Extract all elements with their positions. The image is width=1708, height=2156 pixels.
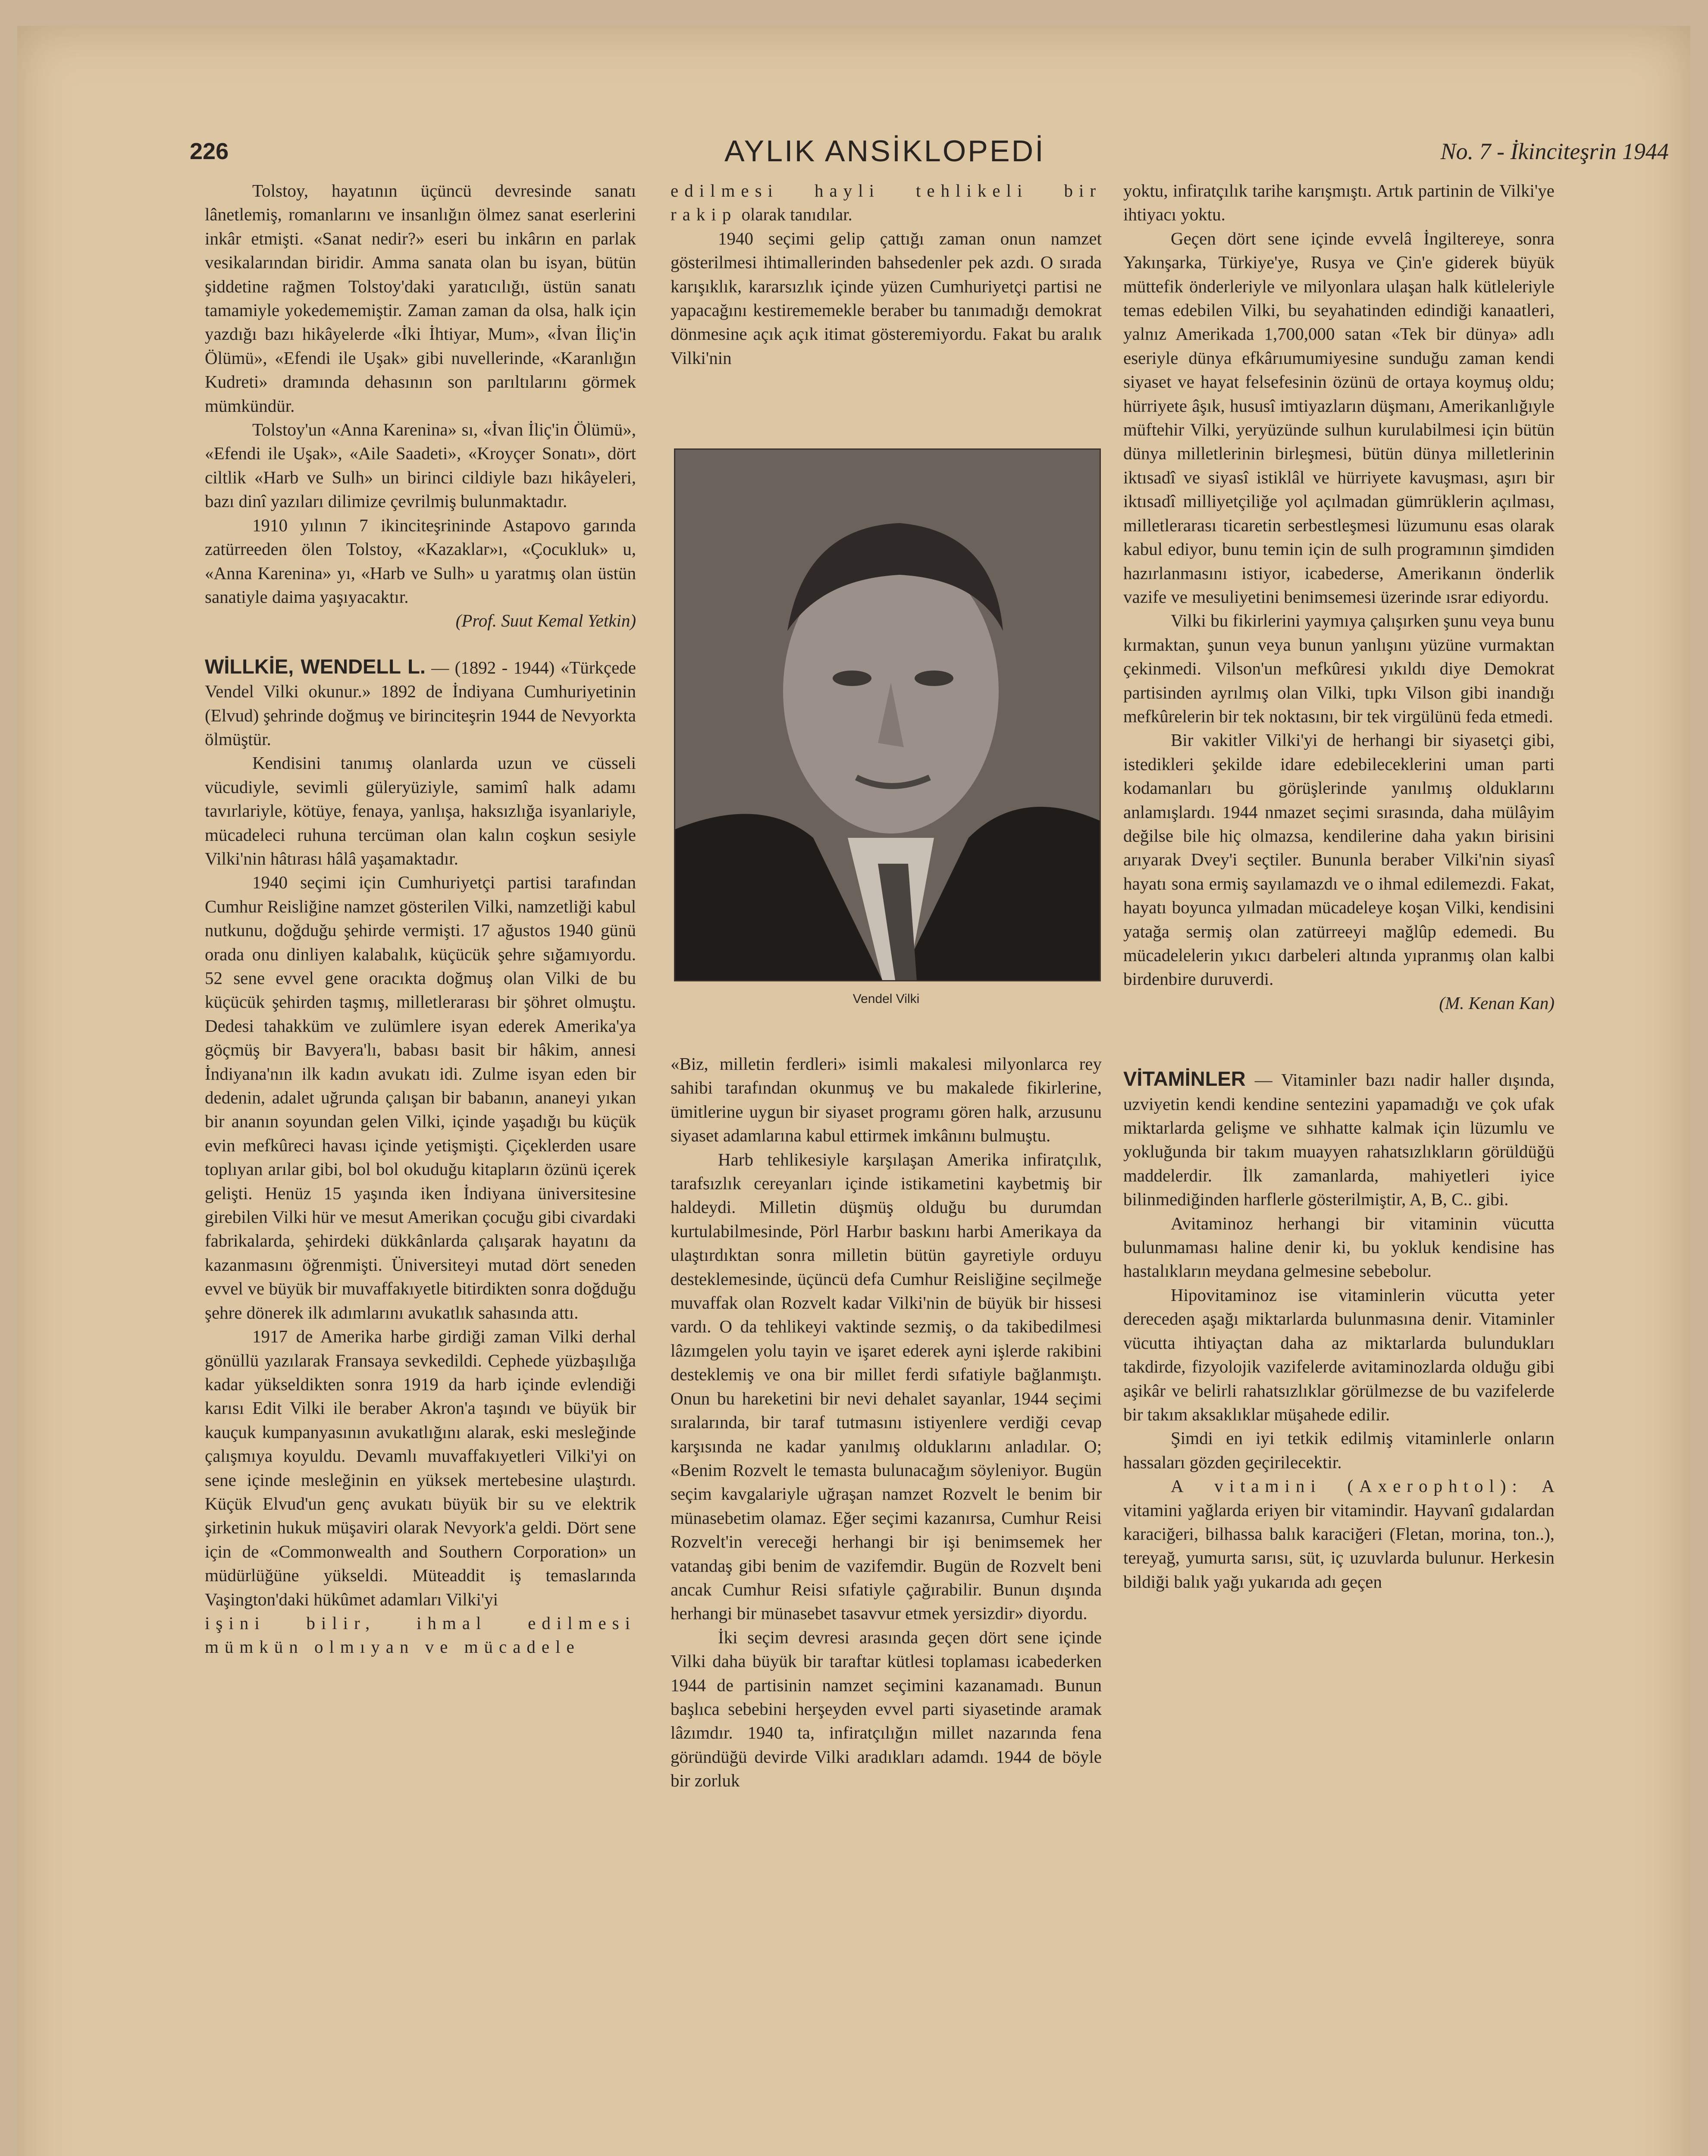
portrait-illustration (675, 450, 1100, 980)
spacer (205, 633, 636, 655)
entry-intro: — (1892 - 1944) «Türkçede Vendel Vilki okunur.» 1892 de İndiyana Cumhuriyetinin (Elvud) şehrinde doğmuş ve birinciteşrin 1944 de Nevyorkta ölmüştür. (205, 657, 636, 749)
paragraph: Bir vakitler Vilki'yi de herhangi bir siyasetçi gibi, istedikleri şekilde idare edebileceklerini uman parti kodamanları bu görüşlerinde yanılmış olduklarını anlamışlardı. 1944 nmazet seçimi sırasında, daha mülâyim değilse bile hiç olmazsa, kendilerine daha yakın birisini arıyarak Dvey'i seçtiler. Bununla beraber Vilki'nin siyasî hayatı sona ermiş sayılamazdı ve o ihmal edilemezdi. Fakat, hayatı boyunca yılmadan mücadeleye koşan Vilki, kendisini yatağa sermiş olan zatürreeyi mağlûp edemedi. Bu mücadelelerin yıkıcı darbeleri altında yıpranmış olan kalbi birdenbire duruverdi. (1123, 730, 1554, 989)
subheading: A vitamini (Axerophtol): (1171, 1476, 1523, 1496)
author-signature: (Prof. Suut Kemal Yetkin) (455, 611, 636, 631)
spaced-text: işini bilir, ihmal edilmesi mümkün olmıyan ve mücadele (205, 1613, 636, 1657)
page-number: 226 (190, 138, 229, 164)
paragraph: «Biz, milletin ferdleri» isimli makalesi milyonlarca rey sahibi tarafından okunmuş ve bu makalede fikirlerine, ümitlerine uygun bir siyaset programı gören halk, arzusunu siyaset adamlarına kabul ettirmek imkânını bulmuştu. (671, 1054, 1102, 1146)
page-header (181, 129, 1677, 168)
entry-title: WİLLKİE, WENDELL L. (205, 655, 426, 678)
column-2-lower (671, 1052, 1102, 1793)
portrait-figure (671, 431, 1102, 1018)
paragraph: Harb tehlikesiyle karşılaşan Amerika infiratçılık, tarafsızlık cereyanları içinde istikametini kaybetmiş bir haldeydi. Milletin düşmüş olduğu bu durumdan kurtulabilmesinde, Pörl Harbır baskını harbi Amerikaya da ulaştırdıktan sonra milletin bütün gayretiyle orduyu desteklemesinde, üçüncü defa Cumhur Reisliğine seçilmeğe muvaffak olan Rozvelt kadar Vilki'nin de büyük bir hissesi vardı. O da tehlikeyi vaktinde sezmiş, o da takibedilmesi lâzımgelen yolu tayin ve işaret ederek ayni işlerde rakibini desteklemiş ve ona bir millet ferdi sıfatiyle bağlanmıştı. Onun bu hareketini bir nevi dehalet sayanlar, 1944 seçimi sıralarında, bir taraf tutmasını istiyenlere verdiği cevap karşısında ne kadar yanılmış olduklarını anladılar. O; «Benim Rozvelt le temasta bulunacağım söyleniyor. Bugün seçim kavgalariyle uğraşan namzet Rozvelt le benim bir münasebetim olamaz. Eğer seçimi kazanırsa, Cumhur Reisi Rozvelt'in vereceği herhangi bir işi benimsemek her vatandaş gibi benim de vazifemdir. Bugün de Rozvelt beni ancak Cumhur Reisi sıfatiyle çağırabilir. Bunun dışında herhangi bir münasebet tasavvur etmek yersizdir» diyordu. (671, 1149, 1102, 1623)
column-2 (671, 179, 1102, 370)
entry-willkie (205, 655, 636, 752)
spacer (1123, 1015, 1554, 1067)
portrait-photo (674, 448, 1101, 981)
entry-vitaminler (1123, 1067, 1554, 1211)
vitamin-a-paragraph (1123, 1474, 1554, 1594)
entry-intro: — Vitaminler bazı nadir haller dışında, uzviyetin kendi kendine sentezini yapamadığı ve çok ufak miktarlarda gelişme ve sıhhatte kalmak için lüzumlu ve yokluğunda bir takım muayyen rahatsızlıkların görüldüğü maddelerdir. İlk zamanlarda, mahiyetleri iyice bilinmediğinden harflerle gösterilmiştir, A, B, C.. gibi. (1123, 1070, 1554, 1210)
paragraph: İki seçim devresi arasında geçen dört sene içinde Vilki daha büyük bir taraftar kütlesi toplaması icabederken 1944 de partisinin namzet seçimini kazanamadı. Bunun başlıca sebebini herşeyden evvel parti siyasetinde aramak lâzımdır. 1940 ta, infiratçılığın millet nazarında fena göründüğü devirde Vilki aradıkları adamdı. 1944 de böyle bir zorluk (671, 1627, 1102, 1791)
photo-caption: Vendel Vilki (852, 992, 920, 1006)
paragraph: 1940 seçimi gelip çattığı zaman onun namzet gösterilmesi ihtimallerinden bahsedenler pek azdı. O sırada karışıklık, kararsızlık içinde yüzen Cumhuriyetçi partisi ne yapacağını kestirememekle beraber bu tanımadığı demokrat dönmesine açık açık itimat gösteremiyordu. Fakat bu aralık Vilki'nin (671, 228, 1102, 368)
paragraph: Tolstoy, hayatının üçüncü devresinde sanatı lânetlemiş, romanlarını ve insanlığın ölmez sanat eserlerini inkâr etmişti. «Sanat nedir?» eseri bu inkârın en parlak vesikalarından biridir. Amma sanata olan bu isyan, bütün şiddetine rağmen Tolstoy'daki yaratıcılığı, üstün sanatı tamamiyle yokedememiştir. Zaman zaman da olsa, halk için yazdığı bazı hikâyelerde «İki İhtiyar, Mum», «İvan İliç'in Ölümü», «Efendi ile Uşak» gibi nuvellerinde, «Karanlığın Kudreti» dramında dehasının son parıltılarını görmek mümkündür. (205, 181, 636, 416)
paragraph: Şimdi en iyi tetkik edilmiş vitaminlerle onların hassaları gözden geçirilecektir. (1123, 1428, 1554, 1472)
column-1 (205, 179, 636, 1659)
paragraph: Avitaminoz herhangi bir vitaminin vücutta bulunmaması haline denir ki, bu yokluk kendisine has hastalıkların meydana gelmesine sebebolur. (1123, 1213, 1554, 1281)
paragraph: Vilki bu fikirlerini yaymıya çalışırken şunu veya bunu kırmaktan, şunun veya bunun yanlışını yüzüne vurmaktan çekinmedi. Vilson'un mefkûresi yıkıldı diye Demokrat partisinden ayrılmış olan Vilki, tıpkı Vilson gibi inandığı mefkûrelerin bir tek noktasını, bir tek virgülünü feda etmedi. (1123, 611, 1554, 726)
author-signature: (M. Kenan Kan) (1439, 993, 1554, 1013)
spaced-text: edilmesi hayli tehlikeli bir rakip (671, 181, 1102, 225)
paragraph: Hipovitaminoz ise vitaminlerin vücutta yeter dereceden aşağı miktarlarda bulunmasına denir. Vitaminler vücutta ihtiyaçtan daha az miktarlarda bulundukları takdirde, fizyolojik vazifelerde avitaminozlarda olduğu gibi aşikâr ve belirli rahatsızlıklar görülmezse de bu vazifelerde bir takım aksaklıklar müşahede edilir. (1123, 1285, 1554, 1424)
continued-paragraph (671, 179, 1102, 227)
paragraph-rest: olarak tanıdılar. (737, 204, 852, 225)
paragraph: Kendisini tanımış olanlarda uzun ve cüsseli vücudiyle, sevimli güleryüziyle, samimî halk adamı tavırlariyle, kötüye, fenaya, yanlışa, haksızlığa isyanlariyle, mücadeleci ruhuna tercüman olan kalın coşkun sesiyle Vilki'nin hâtırası hâlâ yaşamaktadır. (205, 753, 636, 868)
paragraph-rest: A vitamini yağlarda eriyen bir vitamindir. Hayvanî gıdalardan karaciğeri, bilhassa balık karaciğeri (Fletan, morina, ton..), tereyağ, yumurta sarısı, süt, iç uzuvlarda bulunur. Herkesin bildiği balık yağı yukarıda adı geçen (1123, 1476, 1554, 1592)
column-3 (1123, 179, 1554, 1594)
entry-title: VİTAMİNLER (1123, 1067, 1246, 1091)
paragraph: Geçen dört sene içinde evvelâ İngiltereye, sonra Yakınşarka, Türkiye'ye, Rusya ve Çin'e giderek büyük müttefik önderleriyle ve milyonlara ulaşan halk kütleleriyle temas edebilen Vilki, bu seyahatinden edindiği kanaatleri, yalnız Amerikada 1,700,000 satan «Tek bir dünya» adlı eseriyle dünya efkârıumumiyesine sunduğu zaman kendi siyaset ve hayat felsefesinin özünü de ortaya koymuş oldu; hürriyete âşık, hususî imtiyazların düşmanı, Amerikanlığıyle müftehir Vilki, yeryüzünde sulhun kurulabilmesi için bütün dünya milletlerinin birleşmesi, bütün dünya milletlerinin iktısadî ve siyasî istiklâl ve hürriyete kavuşması, aşırı bir iktısadî milliyetçiliğe yol açılmadan gümrüklerin açılması, milletlerarası ticaretin serbestleşmesi lüzumunu esas olarak kabul ediyor, bunu temin için de sulh programının şimdiden hazırlanmasını istiyor, icabederse, Amerikanın önderlik vazife ve mesuliyetini benimsemesi üzerinde ısrar ediyordu. (1123, 228, 1554, 607)
paragraph: 1917 de Amerika harbe girdiği zaman Vilki derhal gönüllü yazılarak Fransaya sevkedildi. Cephede yüzbaşılığa kadar yükseldikten sonra 1919 da harb içinde evlendiği karısı Edit Vilki ile beraber Akron'a taşındı ve büyük bir kauçuk kumpanyasının avukatlığını alarak, eski mesleğinde çalışmıya koyuldu. Devamlı muvaffakıyetleri Vilki'yi on sene içinde mesleğinin en yüksek mertebesine ulaştırdı. Küçük Elvud'un genç avukatı büyük bir su ve elektrik şirketinin hukuk müşaviri olarak Nevyork'a geldi. Dört sene için de «Commonwealth and Southern Corporation» un müdürlüğüne yükseldi. Müteaddit iş temaslarında Vaşington'daki hükûmet adamları Vilki'yi (205, 1326, 636, 1609)
issue-label: No. 7 - İkinciteşrin 1944 (1440, 138, 1669, 164)
paragraph: 1940 seçimi için Cumhuriyetçi partisi tarafından Cumhur Reisliğine namzet gösterilen Vilki, namzetliği kabul nutkunu, doğduğu şehirde vermişti. 17 ağustos 1940 günü orada onu dinliyen kalabalık, küçücük şehre sığamıyordu. 52 sene evvel gene oracıkta doğmuş olan Vilki de bu küçücük şehirden taşmış, milletlerarası bir şöhret olmuştu. Dedesi tahakküm ve zulümlere isyan ederek Amerika'ya göçmüş bir Bavyera'lı, babası basit bir hâkim, annesi İndiyana'nın ilk kadın avukatı idi. Zulme isyan eden bir dedenin, adalet uğrunda çalışan bir babanın, ananeyi yıkan bir ananın soyundan gelen Vilki, içinde yaşadığı bu küçük evin mefkûreci havası içinde yetişmişti. Çiçeklerden usare toplıyan arılar gibi, bol bol okuduğu kitapların özünü içerek gelişti. Henüz 15 yaşında iken İndiyana üniversitesine girebilen Vilki hür ve mesut Amerikan çocuğu gibi civardaki fabrikalarda, şehirdeki dükkânlarda çalışarak hayatını da kazanmasını öğrenmişti. Üniversiteyi mutad dört seneden evvel ve büyük bir muvaffakıyetle bitirdikten sonra doğduğu şehre dönerek ilk adımlarını avukatlık sahasında attı. (205, 872, 636, 1322)
paragraph: yoktu, infiratçılık tarihe karışmıştı. Artık partinin de Vilki'ye ihtiyacı yoktu. (1123, 181, 1554, 225)
paragraph: Tolstoy'un «Anna Karenina» sı, «İvan İliç'in Ölümü», «Efendi ile Uşak», «Aile Saadeti», «Kroyçer Sonatı», dört ciltlik «Harb ve Sulh» un birinci cildiyle bazı hikâyeleri, bazı dinî yazıları dilimize çevrilmiş bulunmaktadır. (205, 420, 636, 511)
paragraph: 1910 yılının 7 ikinciteşrininde Astapovo garında zatürreeden ölen Tolstoy, «Kazaklar»ı, «Çocukluk» u, «Anna Karenina» yı, «Harb ve Sulh» u yaratmış olan üstün sanatiyle daima yaşıyacaktır. (205, 515, 636, 607)
journal-title: AYLIK ANSİKLOPEDİ (724, 134, 1045, 168)
